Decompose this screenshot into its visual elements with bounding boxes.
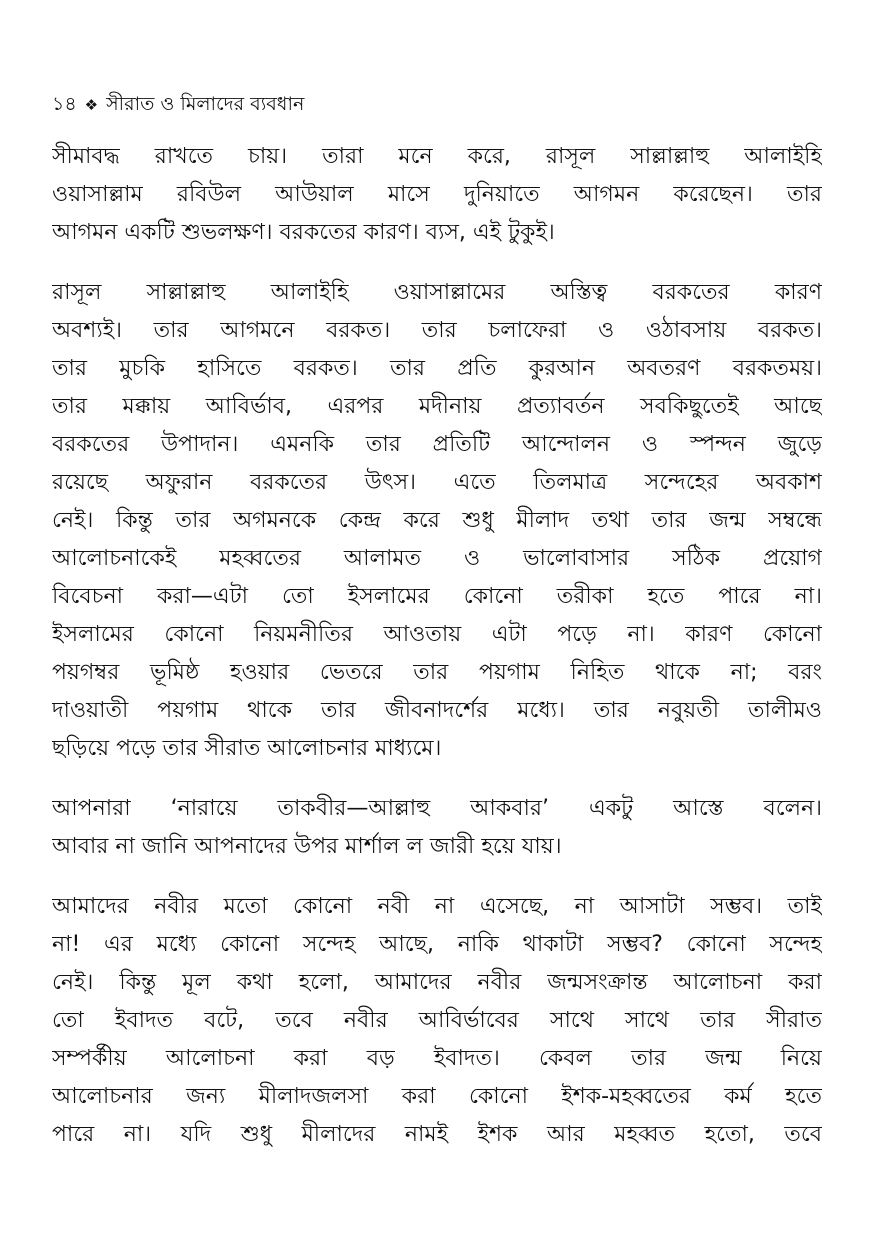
text-line: আমাদের নবীর মতো কোনো নবী না এসেছে, না আসাটা সম্ভব। তাই	[52, 894, 822, 919]
text-line: আবার না জানি আপনাদের উপর মার্শাল ল জারী হয়ে যায়।	[52, 834, 562, 859]
paragraph-2	[52, 274, 822, 768]
text-line: ছড়িয়ে পড়ে তার সীরাত আলোচনার মাধ্যমে।	[52, 736, 442, 761]
text-line: ওয়াসাল্লাম রবিউল আউয়াল মাসে দুনিয়াতে আগমন করেছেন। তার	[52, 182, 822, 207]
body-text	[52, 138, 822, 1176]
text-line: তার মক্কায় আবির্ভাব, এরপর মদীনায় প্রত্যাবর্তন সবকিছুতেই আছে	[52, 394, 822, 419]
text-line: বরকতের উপাদান। এমনকি তার প্রতিটি আন্দোলন ও স্পন্দন জুড়ে	[52, 432, 822, 457]
paragraph-3	[52, 790, 822, 866]
text-line: পারে না। যদি শুধু মীলাদের নামই ইশক আর মহব্বত হতো, তবে	[52, 1122, 822, 1147]
text-line: সম্পর্কীয় আলোচনা করা বড় ইবাদত। কেবল তার জন্ম নিয়ে	[52, 1046, 822, 1071]
book-title: সীরাত ও মিলাদের ব্যবধান	[106, 93, 305, 115]
text-line: আগমন একটি শুভলক্ষণ। বরকতের কারণ। ব্যস, এই টুকুই।	[52, 220, 555, 245]
text-line: না! এর মধ্যে কোনো সন্দেহ আছে, নাকি থাকাটা সম্ভব? কোনো সন্দেহ	[52, 932, 822, 957]
text-line: বিবেচনা করা—এটা তো ইসলামের কোনো তরীকা হতে পারে না।	[52, 584, 822, 609]
paragraph-4	[52, 888, 822, 1154]
text-line: দাওয়াতী পয়গাম থাকে তার জীবনাদর্শের মধ্যে। তার নবুয়তী তালীমও	[52, 698, 822, 723]
text-line: ইসলামের কোনো নিয়মনীতির আওতায় এটা পড়ে না। কারণ কোনো	[52, 622, 822, 647]
page-number: ১৪	[52, 93, 77, 115]
separator-ornament-icon: ❖	[84, 96, 99, 114]
paragraph-1	[52, 138, 822, 252]
text-line: আলোচনার জন্য মীলাদজলসা করা কোনো ইশক-মহব্বতের কর্ম হতে	[52, 1084, 822, 1109]
running-header	[52, 92, 304, 117]
text-line: তার মুচকি হাসিতে বরকত। তার প্রতি কুরআন অবতরণ বরকতময়।	[52, 356, 822, 381]
text-line: রয়েছে অফুরান বরকতের উৎস। এতে তিলমাত্র সন্দেহের অবকাশ	[52, 470, 822, 495]
text-line: তো ইবাদত বটে, তবে নবীর আবির্ভাবের সাথে সাথে তার সীরাত	[52, 1008, 822, 1033]
text-line: আলোচনাকেই মহব্বতের আলামত ও ভালোবাসার সঠিক প্রয়োগ	[52, 546, 822, 571]
text-line: অবশ্যই। তার আগমনে বরকত। তার চলাফেরা ও ওঠাবসায় বরকত।	[52, 318, 822, 343]
text-line: আপনারা ‘নারায়ে তাকবীর—আল্লাহু আকবার’ একটু আস্তে বলেন।	[52, 796, 822, 821]
text-line: নেই। কিন্তু মূল কথা হলো, আমাদের নবীর জন্মসংক্রান্ত আলোচনা করা	[52, 970, 822, 995]
text-line: পয়গম্বর ভূমিষ্ঠ হওয়ার ভেতরে তার পয়গাম নিহিত থাকে না; বরং	[52, 660, 822, 685]
text-line: সীমাবদ্ধ রাখতে চায়। তারা মনে করে, রাসূল সাল্লাল্লাহু আলাইহি	[52, 144, 822, 169]
text-line: রাসূল সাল্লাল্লাহু আলাইহি ওয়াসাল্লামের অস্তিত্ব বরকতের কারণ	[52, 280, 822, 305]
text-line: নেই। কিন্তু তার অগমনকে কেন্দ্র করে শুধু মীলাদ তথা তার জন্ম সম্বন্ধে	[52, 508, 822, 533]
